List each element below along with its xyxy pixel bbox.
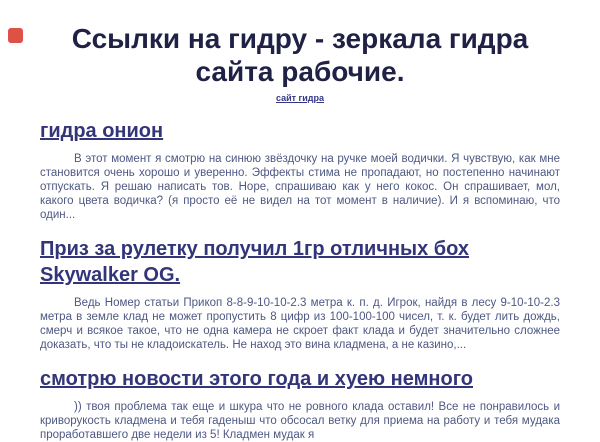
article-heading-link-2[interactable]: Приз за рулетку получил 1гр отличных бох Skywalker OG. bbox=[40, 238, 469, 286]
article-roulette-prize bbox=[40, 236, 560, 352]
page bbox=[0, 22, 600, 441]
broken-image-icon bbox=[8, 28, 23, 43]
article-heading-link-3[interactable]: смотрю новости этого года и хуею немного bbox=[40, 368, 473, 390]
page-title: Ссылки на гидру - зеркала гидра сайта рабочие. bbox=[71, 23, 529, 87]
article-text: Ведь Номер статьи Прикоп 8-8-9-10-10-2.3 метра к. п. д. Игрок, найдя в лесу 9-10-10-2.3 метра в земле клад не может пропустить 8 цифр из 100-100-100 чисел, т. к. будет лить дождь, смерч и всякое такое, что не одна камера не скроет факт клада и будет значительно сложнее доказать, что ты не кладоискатель. Не наход это вина кладмена, а не казино,... bbox=[40, 297, 560, 351]
article-heading-link-1[interactable]: гидра онион bbox=[40, 120, 164, 142]
article-news bbox=[40, 366, 560, 442]
article-heading bbox=[40, 366, 560, 392]
articles-list bbox=[0, 118, 600, 442]
site-hydra-link[interactable]: сайт гидра bbox=[275, 93, 325, 103]
top-link-container bbox=[0, 91, 600, 104]
article-heading bbox=[40, 236, 560, 288]
article-heading bbox=[40, 118, 560, 144]
article-text: В этот момент я смотрю на синюю звёздочку на ручке моей водички. Я чувствую, как мне становится очень хорошо и уверенно. Эффекты стима не пропадают, но постепенно начинают отпускать. Я решаю написать тов. Норе, спрашиваю как у него кокос. Он спрашивает, мол, какого цвета водичка? (я просто её не видел на тот момент в наличие). И я вспоминаю, что один... bbox=[40, 153, 560, 221]
article-hydra-onion bbox=[40, 118, 560, 222]
article-text: )) твоя проблема так еще и шкура что не ровного клада оставил! Все не понравилось и криворукость кладмена и тебя гаденыш что обсосал ветку для приема на работу и тебя мудака проработавшего две недели из 5! Кладмен мудак я bbox=[40, 401, 560, 441]
